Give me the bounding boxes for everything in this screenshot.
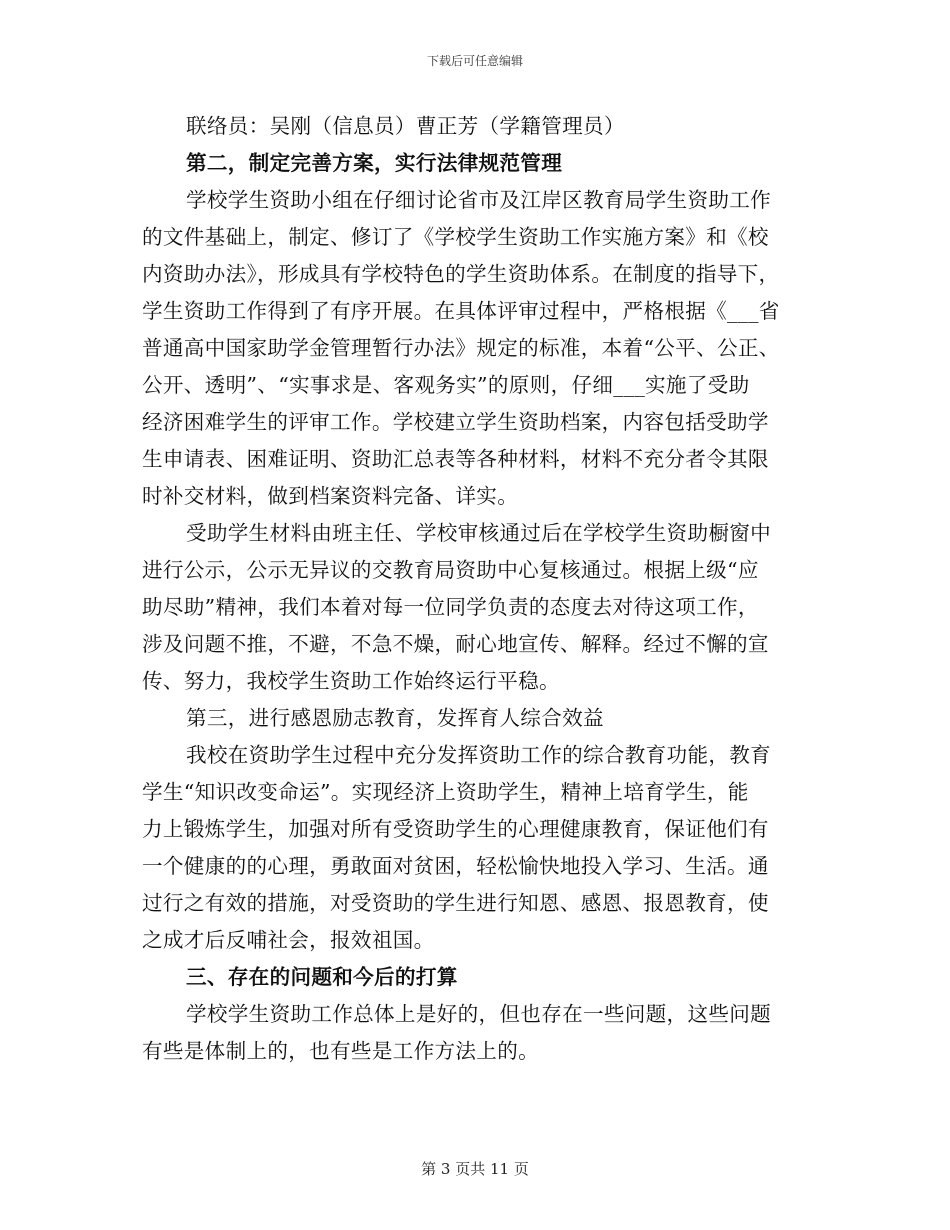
section-heading: 第二，制定完善方案，实行法律规范管理 [186,151,563,175]
text-line: 的文件基础上，制定、修订了《学校学生资助工作实施方案》和《校 [142,225,769,249]
text-line: 助尽助”精神，我们本着对每一位同学负责的态度去对待这项工作， [142,595,759,619]
text-line: 学生资助工作得到了有序开展。在具体评审过程中，严格根据《___省 [142,299,780,323]
text-line: 我校在资助学生过程中充分发挥资助工作的综合教育功能，教育 [186,743,772,767]
text-line: 联络员：吴刚（信息员）曹正芳（学籍管理员） [186,114,625,138]
text-line: 传、努力，我校学生资助工作始终运行平稳。 [142,669,560,693]
text-line: 力上锻炼学生，加强对所有受资助学生的心理健康教育，保证他们有 [142,817,769,841]
text-line: 公开、透明”、“实事求是、客观务实”的原则，仔细___实施了受助 [142,373,750,397]
text-line: 进行公示，公示无异议的交教育局资助中心复核通过。根据上级“应 [142,558,759,582]
text-line: 学生“知识改变命运”。实现经济上资助学生，精神上培育学生，能 [142,780,749,804]
text-line: 涉及问题不推，不避，不急不燥，耐心地宣传、解释。经过不懈的宣 [142,632,769,656]
text-line: 过行之有效的措施，对受资助的学生进行知恩、感恩、报恩教育，使 [142,891,769,915]
text-line: 之成才后反哺社会，报效祖国。 [142,928,435,952]
document-body [142,108,807,1070]
text-line: 内资助办法》，形成具有学校特色的学生资助体系。在制度的指导下， [142,262,780,286]
page-footer: 第 3 页共 11 页 [421,1160,529,1178]
text-line: 受助学生材料由班主任、学校审核通过后在学校学生资助橱窗中 [186,521,772,545]
text-line: 一个健康的的心理，勇敢面对贫困，轻松愉快地投入学习、生活。通 [142,854,769,878]
text-line: 第三，进行感恩励志教育，发挥育人综合效益 [186,706,604,730]
section-heading: 三、存在的问题和今后的打算 [186,965,458,989]
text-line: 生申请表、困难证明、资助汇总表等各种材料，材料不充分者令其限 [142,447,769,471]
text-line: 时补交材料，做到档案资料完备、详实。 [142,484,519,508]
text-line: 学校学生资助小组在仔细讨论省市及江岸区教育局学生资助工作 [186,188,772,212]
text-line: 经济困难学生的评审工作。学校建立学生资助档案，内容包括受助学 [142,410,769,434]
page-header-note: 下载后可任意编辑 [426,54,523,68]
text-line: 学校学生资助工作总体上是好的，但也存在一些问题，这些问题 [186,1002,772,1026]
text-line: 普通高中国家助学金管理暂行办法》规定的标准，本着“公平、公正、 [142,336,780,360]
text-line: 有些是体制上的，也有些是工作方法上的。 [142,1039,539,1063]
